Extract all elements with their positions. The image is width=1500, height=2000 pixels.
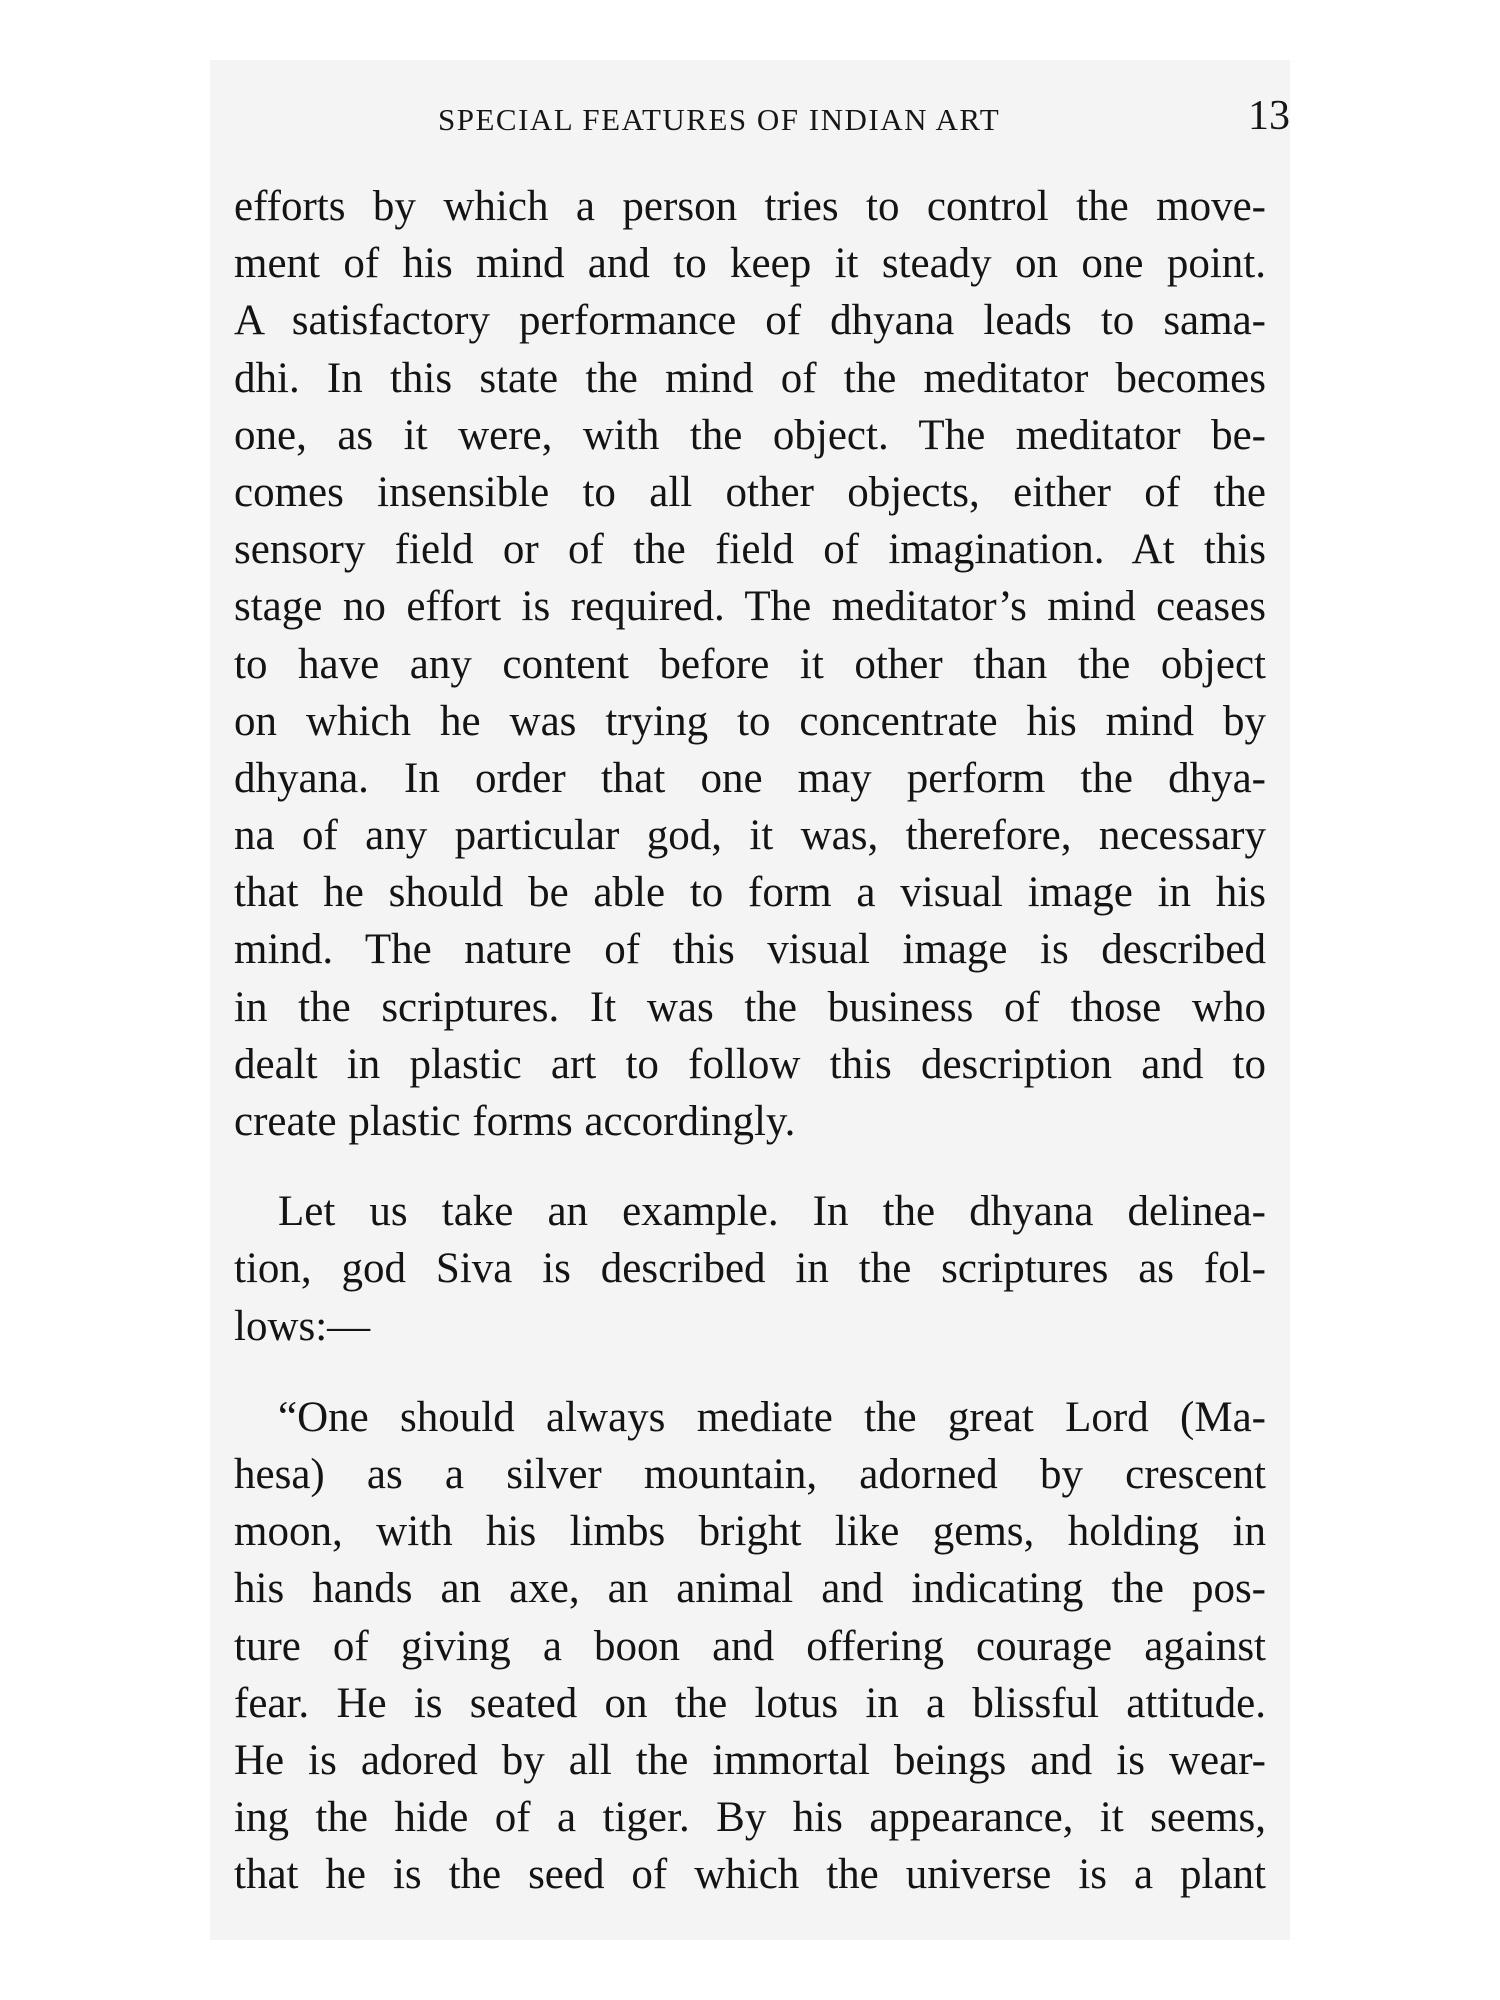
text-line: ment of his mind and to keep it steady on one point. xyxy=(234,240,1266,288)
paragraph-gap xyxy=(234,1355,1266,1389)
text-line: create plastic forms accordingly. xyxy=(234,1098,796,1145)
text-line: dhyana. In order that one may perform the dhya- xyxy=(234,754,1266,802)
paragraph-gap xyxy=(234,1150,1266,1183)
text-line: to have any content before it other than the object xyxy=(234,640,1266,688)
text-line: dealt in plastic art to follow this description and to xyxy=(234,1040,1266,1088)
text-line: comes insensible to all other objects, either of the xyxy=(234,468,1266,516)
text-line: moon, with his limbs bright like gems, holding in xyxy=(234,1508,1266,1556)
text-line: Let us take an example. In the dhyana delinea- xyxy=(278,1188,1266,1236)
text-line: one, as it were, with the object. The meditator be- xyxy=(234,411,1266,459)
text-line: hesa) as a silver mountain, adorned by crescent xyxy=(234,1450,1266,1498)
text-line: that he is the seed of which the universe is a plant xyxy=(234,1851,1266,1899)
text-line: stage no effort is required. The meditator’s mind ceases xyxy=(234,583,1266,631)
text-line: efforts by which a person tries to control the move- xyxy=(234,183,1266,230)
paragraph-example xyxy=(234,1183,1266,1355)
text-line: his hands an axe, an animal and indicating the pos- xyxy=(234,1565,1266,1613)
text-line: on which he was trying to concentrate his mind by xyxy=(234,697,1266,745)
running-head xyxy=(210,84,1290,144)
text-line: fear. He is seated on the lotus in a blissful attitude. xyxy=(234,1679,1266,1727)
text-line: “One should always mediate the great Lord (Ma- xyxy=(278,1393,1266,1441)
text-line: in the scriptures. It was the business of those who xyxy=(234,983,1266,1031)
text-line: sensory field or of the field of imagination. At this xyxy=(234,526,1266,574)
running-title: SPECIAL FEATURES OF INDIAN ART xyxy=(438,102,1001,137)
paragraph-meditation xyxy=(234,178,1266,1150)
text-line: na of any particular god, it was, therefore, necessary xyxy=(234,812,1266,860)
book-page xyxy=(210,60,1290,1940)
text-line: A satisfactory performance of dhyana leads to sama- xyxy=(234,297,1266,345)
text-line: ture of giving a boon and offering courage against xyxy=(234,1622,1266,1670)
text-line: tion, god Siva is described in the scriptures as fol- xyxy=(234,1245,1266,1293)
text-line: ing the hide of a tiger. By his appearance, it seems, xyxy=(234,1794,1266,1842)
text-line: dhi. In this state the mind of the meditator becomes xyxy=(234,354,1266,402)
paragraph-quotation xyxy=(234,1389,1266,1904)
page-number: 13 xyxy=(1248,93,1290,139)
body-text xyxy=(234,178,1266,1903)
text-line: that he should be able to form a visual image in his xyxy=(234,869,1266,917)
text-line: He is adored by all the immortal beings and is wear- xyxy=(234,1736,1266,1784)
text-line: lows:— xyxy=(234,1302,371,1350)
text-line: mind. The nature of this visual image is described xyxy=(234,926,1266,974)
